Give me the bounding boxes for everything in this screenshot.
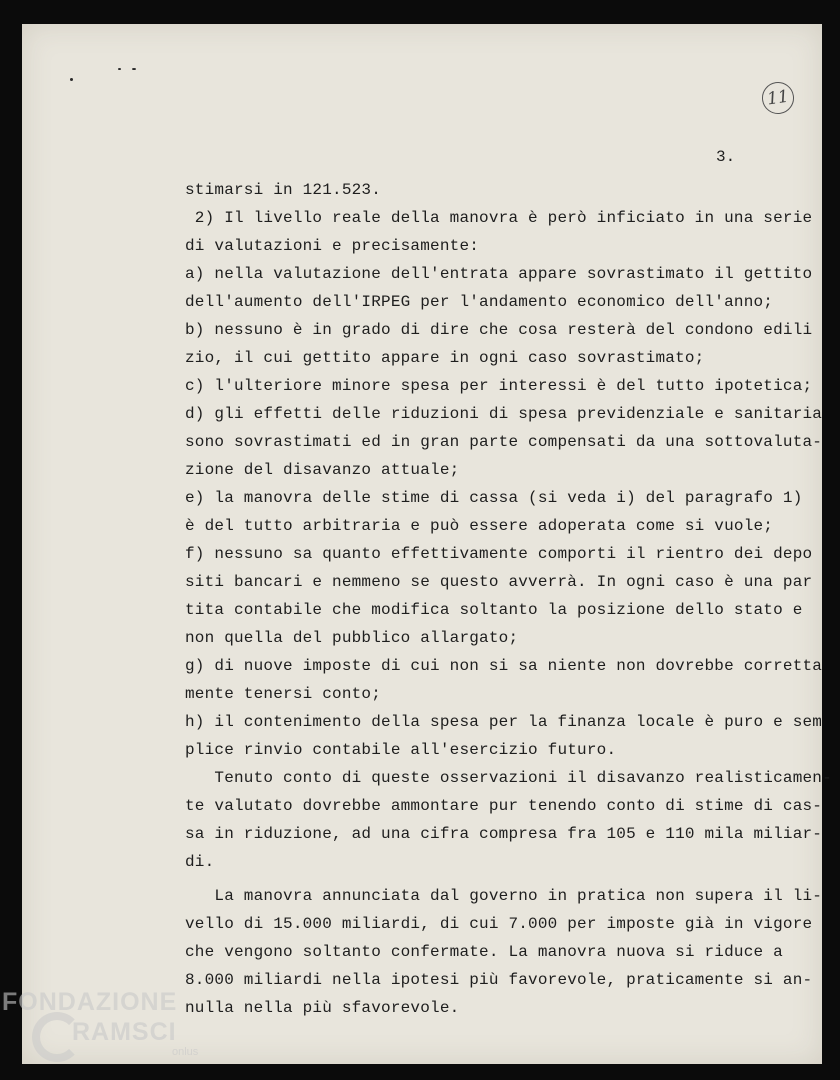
handwritten-folio-number: 11 (760, 80, 796, 116)
paper-speck (132, 68, 136, 70)
typed-text-body (185, 176, 832, 1022)
text-line: siti bancari e nemmeno se questo avverrà. In ogni caso è una par (185, 573, 813, 591)
text-line: tita contabile che modifica soltanto la posizione dello stato e (185, 601, 803, 619)
text-line: zio, il cui gettito appare in ogni caso sovrastimato; (185, 349, 705, 367)
text-line: di valutazioni e precisamente: (185, 237, 480, 255)
text-line: è del tutto arbitraria e può essere adoperata come si vuole; (185, 517, 774, 535)
text-line: d) gli effetti delle riduzioni di spesa previdenziale e sanitaria (185, 405, 823, 423)
text-line: Tenuto conto di queste osservazioni il disavanzo realisticamen- (185, 769, 832, 787)
page-number: 3. (716, 148, 736, 166)
text-line: h) il contenimento della spesa per la finanza locale è puro e sem (185, 713, 823, 731)
text-line: te valutato dovrebbe ammontare pur tenendo conto di stime di cas- (185, 797, 823, 815)
text-line: La manovra annunciata dal governo in pratica non supera il li- (185, 887, 823, 905)
watermark-logo (2, 988, 222, 1080)
text-line: f) nessuno sa quanto effettivamente comporti il rientro dei depo (185, 545, 813, 563)
text-line: 8.000 miliardi nella ipotesi più favorevole, praticamente si an- (185, 971, 813, 989)
text-line: plice rinvio contabile all'esercizio futuro. (185, 741, 617, 759)
text-line: zione del disavanzo attuale; (185, 461, 460, 479)
watermark-line-1: FONDAZIONE (2, 988, 178, 1016)
text-line: e) la manovra delle stime di cassa (si veda i) del paragrafo 1) (185, 489, 803, 507)
text-line: nulla nella più sfavorevole. (185, 999, 460, 1017)
text-line: sono sovrastimati ed in gran parte compensati da una sottovaluta- (185, 433, 823, 451)
paper-speck (118, 68, 121, 70)
text-line: vello di 15.000 miliardi, di cui 7.000 per imposte già in vigore (185, 915, 813, 933)
text-line: b) nessuno è in grado di dire che cosa resterà del condono edili (185, 321, 813, 339)
text-line: sa in riduzione, ad una cifra compresa fra 105 e 110 mila miliar- (185, 825, 823, 843)
watermark-line-2: RAMSCI (72, 1018, 177, 1046)
text-line: 2) Il livello reale della manovra è però inficiato in una serie (185, 209, 813, 227)
text-line: non quella del pubblico allargato; (185, 629, 519, 647)
text-line: che vengono soltanto confermate. La manovra nuova si riduce a (185, 943, 783, 961)
text-line: di. (185, 853, 215, 871)
text-line: a) nella valutazione dell'entrata appare sovrastimato il gettito (185, 265, 813, 283)
paper-speck (70, 78, 73, 81)
text-line: mente tenersi conto; (185, 685, 382, 703)
text-line: stimarsi in 121.523. (185, 181, 382, 199)
text-line: g) di nuove imposte di cui non si sa niente non dovrebbe corretta (185, 657, 823, 675)
text-line: c) l'ulteriore minore spesa per interessi è del tutto ipotetica; (185, 377, 813, 395)
text-line: dell'aumento dell'IRPEG per l'andamento economico dell'anno; (185, 293, 774, 311)
watermark-line-3: onlus (172, 1046, 199, 1058)
